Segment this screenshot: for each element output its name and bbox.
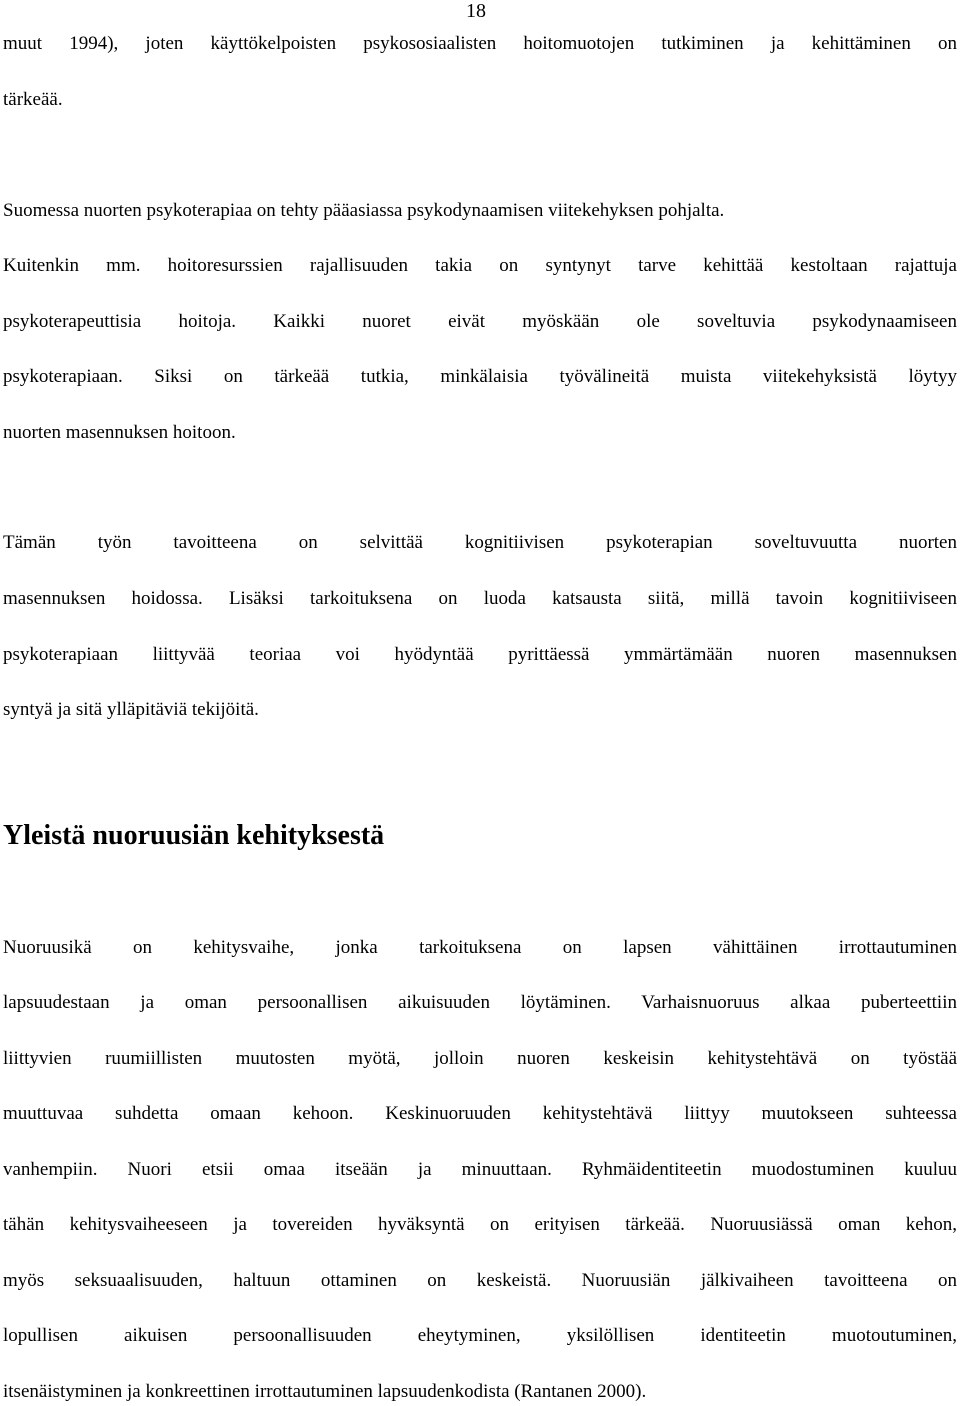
paragraph-2-line-5: nuorten masennuksen hoitoon.	[3, 422, 236, 443]
section-paragraph-line-5: vanhempiin. Nuori etsii omaa itseään ja minuuttaan. Ryhmäidentiteetin muodostuminen kuuluu	[3, 1159, 957, 1180]
paragraph-2-line-1: Suomessa nuorten psykoterapiaa on tehty pääasiassa psykodynaamisen viitekehyksen pohjalta.	[3, 200, 725, 221]
paragraph-3-line-4: syntyä ja sitä ylläpitäviä tekijöitä.	[3, 699, 259, 720]
paragraph-2-line-4: psykoterapiaan. Siksi on tärkeää tutkia, minkälaisia työvälineitä muista viitekehyksistä löytyy	[3, 366, 957, 387]
section-heading: Yleistä nuoruusiän kehityksestä	[3, 820, 385, 851]
section-paragraph-line-4: muuttuvaa suhdetta omaan kehoon. Keskinuoruuden kehitystehtävä liittyy muutokseen suhteessa	[3, 1103, 957, 1124]
paragraph-1-line-2: tärkeää.	[3, 89, 63, 110]
section-paragraph-line-1: Nuoruusikä on kehitysvaihe, jonka tarkoituksena on lapsen vähittäinen irrottautuminen	[3, 937, 957, 958]
paragraph-2-line-3: psykoterapeuttisia hoitoja. Kaikki nuoret eivät myöskään ole soveltuvia psykodynaamiseen	[3, 311, 957, 332]
section-paragraph-line-8: lopullisen aikuisen persoonallisuuden eheytyminen, yksilöllisen identiteetin muotoutuminen,	[3, 1325, 957, 1346]
paragraph-3-line-1: Tämän työn tavoitteena on selvittää kognitiivisen psykoterapian soveltuvuutta nuorten	[3, 532, 957, 553]
section-paragraph-line-7: myös seksuaalisuuden, haltuun ottaminen on keskeistä. Nuoruusiän jälkivaiheen tavoitteena on	[3, 1270, 957, 1291]
paragraph-3-line-3: psykoterapiaan liittyvää teoriaa voi hyödyntää pyrittäessä ymmärtämään nuoren masennuksen	[3, 644, 957, 665]
paragraph-1-line-1: muut 1994), joten käyttökelpoisten psykososiaalisten hoitomuotojen tutkiminen ja kehittäminen on	[3, 33, 957, 54]
paragraph-3-line-2: masennuksen hoidossa. Lisäksi tarkoituksena on luoda katsausta siitä, millä tavoin kognitiiviseen	[3, 588, 957, 609]
section-paragraph-line-6: tähän kehitysvaiheeseen ja tovereiden hyväksyntä on erityisen tärkeää. Nuoruusiässä oman kehon,	[3, 1214, 957, 1235]
page-number: 18	[466, 0, 486, 22]
section-paragraph-line-2: lapsuudestaan ja oman persoonallisen aikuisuuden löytäminen. Varhaisnuoruus alkaa puberteettiin	[3, 992, 957, 1013]
section-paragraph-line-3: liittyvien ruumiillisten muutosten myötä, jolloin nuoren keskeisin kehitystehtävä on työstää	[3, 1048, 957, 1069]
section-paragraph-line-9: itsenäistyminen ja konkreettinen irrottautuminen lapsuudenkodista (Rantanen 2000).	[3, 1381, 647, 1402]
paragraph-2-line-2: Kuitenkin mm. hoitoresurssien rajallisuuden takia on syntynyt tarve kehittää kestoltaan rajattuja	[3, 255, 957, 276]
